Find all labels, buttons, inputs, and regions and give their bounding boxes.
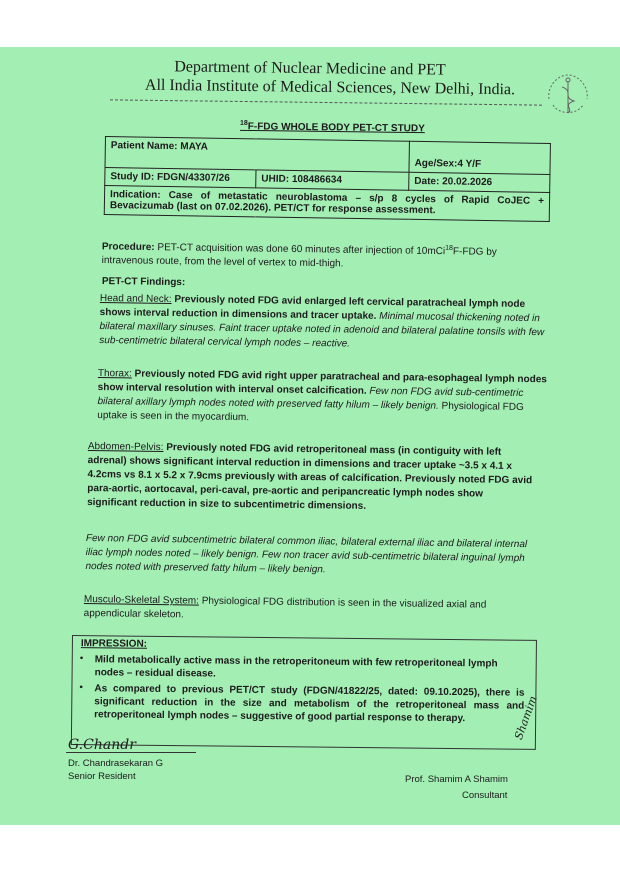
isotope-superscript: 18: [239, 119, 248, 127]
impression-heading: IMPRESSION:: [80, 638, 148, 650]
right-signature: Shamim: [512, 694, 540, 742]
procedure-line-2: intravenous route, from the level of vertex to mid-thigh.: [101, 255, 344, 270]
procedure-label: Procedure:: [101, 241, 155, 254]
procedure-superscript: 18: [445, 244, 454, 252]
left-signer-role: Senior Resident: [68, 771, 136, 782]
thorax-paragraph: [97, 367, 548, 429]
date-cell: Date: 20.02.2026: [409, 172, 550, 192]
impression-item-2: As compared to previous PET/CT study (FDGN/41822/25, dated: 09.10.2025), there is significant reduction in the size and metabolism of the retroperitoneal mass and retroperitoneal lymph nodes – suggestive of good partial response to therapy.: [94, 683, 525, 725]
head-neck-italic: Minimal mucosal thickening noted in bilateral maxillary sinuses. Faint tracer uptake noted in adenoid and bilateral palatine tonsils with few sub-centimetric bilateral cervical lymph nodes – reactive.: [99, 310, 545, 350]
left-signer-name: Dr. Chandrasekaran G: [68, 758, 164, 769]
abdomen-paragraph: [87, 440, 533, 516]
abdomen-bold: Previously noted FDG avid retroperitoneal mass (in contiguity with left adrenal) shows significant interval reduction in dimensions and tracer uptake ~3.5 x 4.1 x 4.2cms vs 8.1 x 5.2 x 7.9cms previously with areas of calcification. Previously noted FDG avid para-aortic, aortocaval, peri-caval, pre-aortic and peripancreatic lymph nodes show significant reduction in size to subcentimetric dimensions.: [87, 442, 533, 512]
indication-cell: Indication: Case of metastatic neuroblastoma – s/p 8 cycles of Rapid CoJEC + Bevacizumab (last on 07.02.2026). PET/CT for response assessment.: [104, 186, 549, 222]
age-sex-cell: Age/Sex:4 Y/F: [409, 141, 550, 174]
impression-item-1: Mild metabolically active mass in the retroperitoneum with few retroperitoneal lymph nodes – residual disease.: [94, 654, 498, 680]
pelvic-nodes-paragraph: Few non FDG avid subcentimetric bilateral common iliac, bilateral external iliac and bilateral internal iliac lymph nodes noted – likely benign. Few non tracer avid sub-centimetric bilateral inguinal lymph nodes noted with preserved fatty hilum – likely benign.: [85, 532, 528, 576]
report-sheet: [0, 47, 620, 825]
study-title-text: F-FDG WHOLE BODY PET-CT STUDY: [247, 121, 425, 135]
thorax-label: Thorax:: [97, 367, 132, 380]
right-signer-name: Prof. Shamim A Shamim: [405, 774, 508, 785]
right-signer-role: Consultant: [462, 790, 508, 801]
head-neck-bold: Previously noted FDG avid enlarged left cervical paratracheal lymph node shows interval reduction in dimensions and tracer uptake.: [99, 294, 526, 322]
patient-info-table: [104, 136, 551, 222]
procedure-text: PET-CT acquisition was done 60 minutes after injection of 10mCi: [157, 242, 446, 258]
uhid-cell: UHID: 108486634: [256, 170, 409, 190]
study-title: [240, 120, 425, 135]
study-id-cell: Study ID: FDGN/43307/26: [105, 168, 256, 188]
abdomen-label: Abdomen-Pelvis:: [87, 440, 164, 454]
msk-paragraph: [84, 593, 529, 627]
thorax-bold: Previously noted FDG avid right upper paratracheal and para-esophageal lymph nodes show interval resolution with interval onset calcification.: [97, 368, 547, 397]
msk-label: Musculo-Skeletal System:: [83, 593, 200, 607]
impression-box: [71, 635, 537, 750]
institute-heading: All India Institute of Medical Sciences, New Delhi, India.: [144, 76, 516, 99]
head-neck-label: Head and Neck:: [99, 292, 172, 306]
header-rule: [110, 99, 542, 105]
patient-name-cell: Patient Name: MAYA: [105, 137, 409, 173]
aiims-emblem-icon: [543, 69, 593, 121]
left-signature: G.Chandr: [68, 737, 136, 753]
procedure-paragraph: [102, 237, 546, 275]
msk-text: Physiological FDG distribution is seen in the visualized axial and appendicular skeleton.: [83, 595, 487, 621]
thorax-italic: Few non FDG avid sub-centimetric bilateral axillary lymph nodes noted with preserved fatty hilum – likely benign.: [97, 385, 524, 412]
head-neck-paragraph: [99, 292, 545, 354]
procedure-text-end: F-FDG by: [452, 246, 497, 258]
left-signature-line: [66, 752, 196, 753]
findings-heading: PET-CT Findings:: [101, 275, 186, 289]
impression-bullet-2: •: [79, 682, 84, 694]
thorax-plain: Physiological FDG uptake is seen in the myocardium.: [97, 400, 524, 424]
department-heading: Department of Nuclear Medicine and PET: [174, 58, 446, 79]
impression-bullet-1: •: [79, 653, 84, 665]
